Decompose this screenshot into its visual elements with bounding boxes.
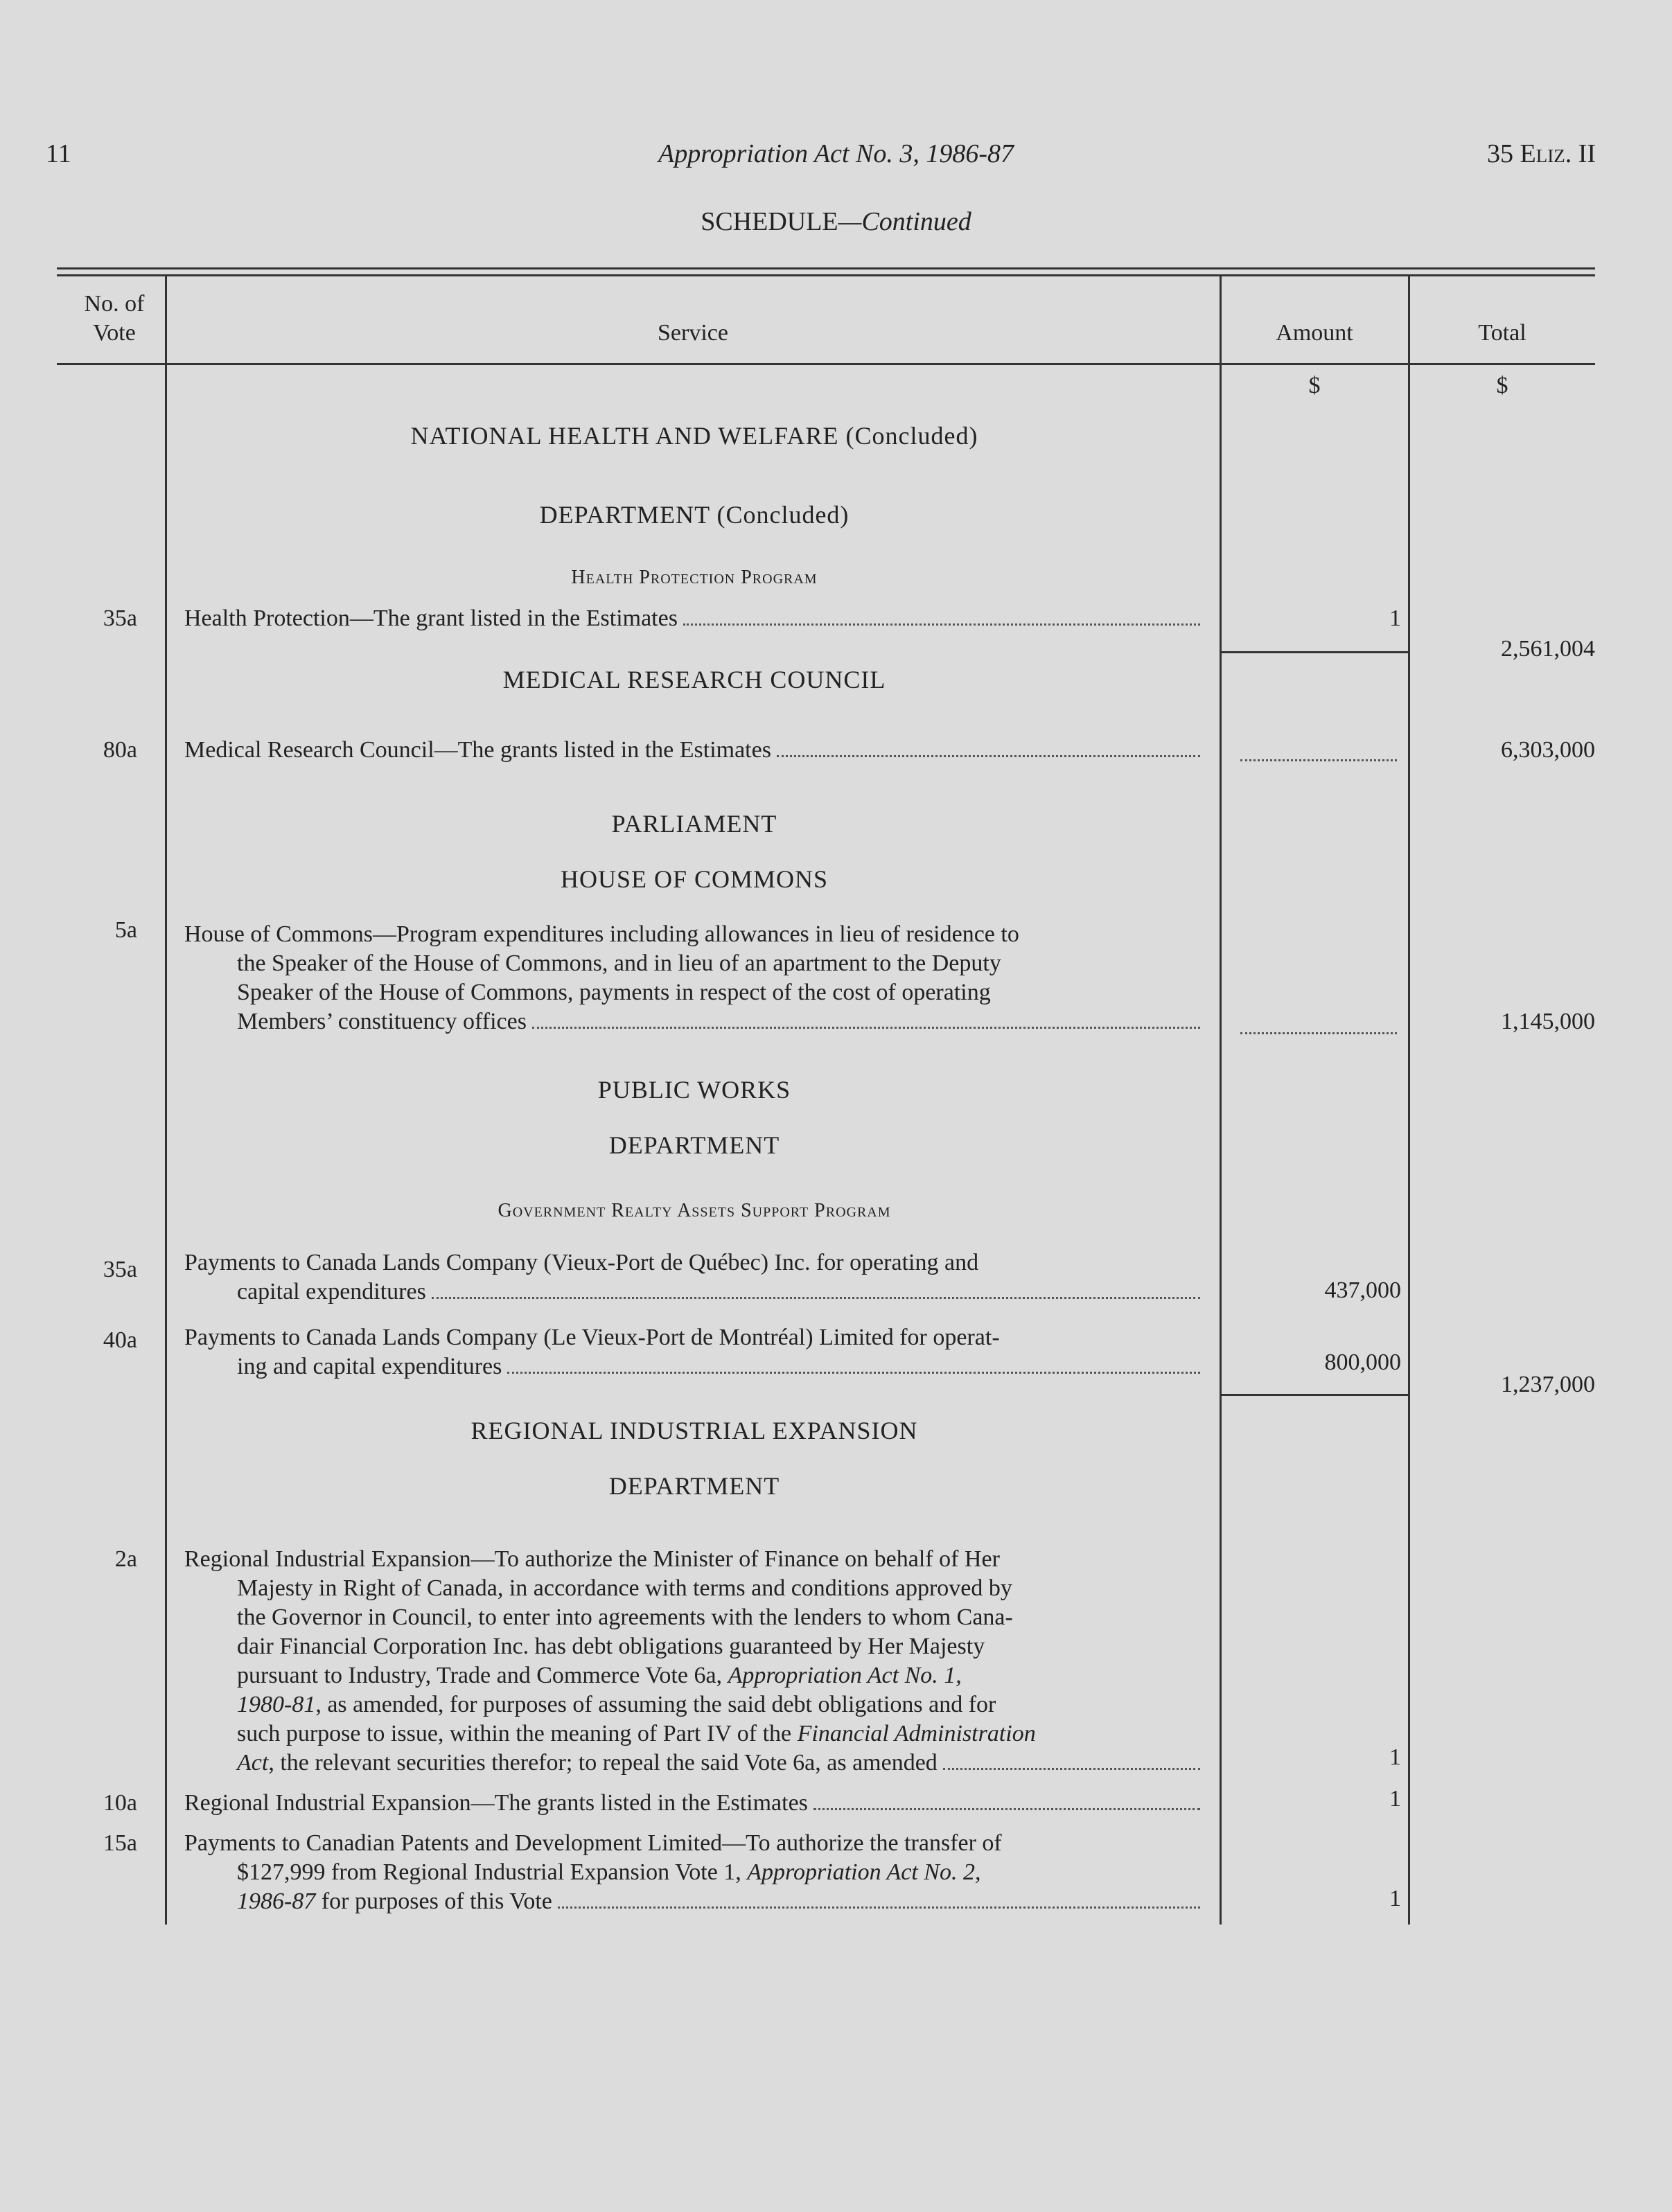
service-line bbox=[184, 1719, 1204, 1749]
amount-value: 800,000 bbox=[1324, 1350, 1401, 1375]
service-line: Payments to Canada Lands Company (Vieux-Port de Québec) Inc. for operating and bbox=[184, 1250, 979, 1275]
service-text: such purpose to issue, within the meaning of Part IV of the bbox=[237, 1721, 798, 1746]
vote-number: 80a bbox=[103, 737, 137, 763]
vote-number: 2a bbox=[114, 1546, 137, 1572]
service-line: Speaker of the House of Commons, payments in respect of the cost of operating bbox=[237, 980, 991, 1005]
service-item bbox=[184, 736, 1204, 765]
section-heading-hoc: HOUSE OF COMMONS bbox=[560, 865, 829, 893]
dot-leader bbox=[532, 1027, 1200, 1029]
vote-number: 10a bbox=[103, 1790, 137, 1816]
vote-number: 35a bbox=[103, 1257, 137, 1282]
dot-leader bbox=[813, 1808, 1200, 1810]
service-line: Payments to Canadian Patents and Development Limited—To authorize the transfer of bbox=[184, 1830, 1002, 1856]
amount-value: 1 bbox=[1389, 1744, 1401, 1770]
subtotal-rule-1 bbox=[1220, 651, 1409, 653]
table-top-rule-2 bbox=[57, 274, 1595, 276]
amount-dot-leader bbox=[1240, 1032, 1397, 1034]
section-heading-nhw-dept: DEPARTMENT (Concluded) bbox=[539, 501, 850, 529]
column-header-amount: Amount bbox=[1276, 320, 1353, 346]
regnal-year: 35 Eliz. II bbox=[1487, 139, 1596, 168]
total-unit: $ bbox=[1496, 373, 1508, 398]
amount-unit: $ bbox=[1308, 373, 1321, 398]
page-number: 11 bbox=[46, 139, 71, 168]
dot-leader bbox=[777, 755, 1200, 757]
service-line: ing and capital expenditures bbox=[237, 1354, 502, 1379]
section-heading-parliament: PARLIAMENT bbox=[611, 810, 777, 838]
service-line: Members’ constituency offices bbox=[237, 1009, 527, 1034]
column-rule-vote bbox=[165, 276, 167, 1925]
column-header-service: Service bbox=[658, 320, 728, 346]
program-heading-grasp: Government Realty Assets Support Program bbox=[498, 1200, 891, 1221]
section-heading-rie-dept: DEPARTMENT bbox=[608, 1472, 780, 1500]
dot-leader bbox=[558, 1906, 1200, 1909]
act-citation: 1980-81 bbox=[237, 1692, 316, 1717]
schedule-title-main: SCHEDULE bbox=[701, 207, 838, 236]
amount-value: 1 bbox=[1389, 1786, 1401, 1812]
amount-value: 1 bbox=[1389, 605, 1401, 631]
service-line: Regional Industrial Expansion—To authorize the Minister of Finance on behalf of Her bbox=[184, 1546, 1000, 1572]
service-line: Payments to Canada Lands Company (Le Vieux-Port de Montréal) Limited for operat- bbox=[184, 1325, 1000, 1350]
amount-dot-leader bbox=[1240, 759, 1397, 761]
act-citation: 1986-87 bbox=[237, 1888, 316, 1914]
act-citation: Act bbox=[237, 1750, 269, 1776]
act-citation: Financial Administration bbox=[797, 1721, 1036, 1746]
subtotal-rule-2 bbox=[1220, 1394, 1409, 1396]
amount-value: 437,000 bbox=[1324, 1277, 1401, 1303]
service-item bbox=[184, 1323, 1204, 1381]
act-citation: Appropriation Act No. 1, bbox=[728, 1663, 962, 1688]
column-header-total: Total bbox=[1478, 320, 1526, 346]
dot-leader bbox=[507, 1372, 1200, 1374]
service-line bbox=[184, 1661, 1204, 1690]
service-item bbox=[184, 1545, 1204, 1778]
service-item bbox=[184, 604, 1204, 633]
total-value: 2,561,004 bbox=[1501, 636, 1595, 662]
service-line bbox=[237, 1887, 552, 1916]
section-heading-mrc: MEDICAL RESEARCH COUNCIL bbox=[502, 666, 886, 693]
schedule-title bbox=[0, 206, 1672, 237]
dot-leader bbox=[432, 1297, 1200, 1299]
section-heading-nhw: NATIONAL HEALTH AND WELFARE (Concluded) bbox=[410, 422, 978, 450]
total-value: 1,237,000 bbox=[1501, 1372, 1595, 1397]
service-line: House of Commons—Program expenditures including allowances in lieu of residence to bbox=[184, 921, 1019, 947]
section-heading-pw-dept: DEPARTMENT bbox=[608, 1131, 780, 1159]
service-line bbox=[237, 1749, 938, 1778]
vote-number: 5a bbox=[114, 917, 137, 943]
vote-number: 35a bbox=[103, 605, 137, 631]
service-item bbox=[184, 1789, 1204, 1818]
service-text: $127,999 from Regional Industrial Expansion Vote 1, bbox=[237, 1859, 748, 1885]
service-item bbox=[184, 920, 1204, 1036]
service-text: for purposes of this Vote bbox=[315, 1888, 552, 1914]
total-value: 1,145,000 bbox=[1501, 1009, 1595, 1034]
service-line: dair Financial Corporation Inc. has debt obligations guaranteed by Her Majesty bbox=[237, 1634, 985, 1659]
service-text: , as amended, for purposes of assuming the said debt obligations and for bbox=[315, 1692, 996, 1717]
vote-number: 15a bbox=[103, 1830, 137, 1856]
column-rule-amount bbox=[1408, 276, 1410, 1925]
service-text: , the relevant securities therefor; to repeal the said Vote 6a, as amended bbox=[268, 1750, 938, 1776]
service-item bbox=[184, 1829, 1204, 1916]
table-header-rule bbox=[57, 363, 1595, 365]
service-item bbox=[184, 1248, 1204, 1307]
document-title: Appropriation Act No. 3, 1986-87 bbox=[658, 139, 1014, 168]
dot-leader bbox=[943, 1768, 1200, 1770]
service-line bbox=[184, 1858, 1204, 1887]
service-line: Majesty in Right of Canada, in accordance with terms and conditions approved by bbox=[237, 1575, 1012, 1601]
dot-leader bbox=[683, 623, 1200, 626]
service-line: the Governor in Council, to enter into agreements with the lenders to whom Cana- bbox=[237, 1604, 1013, 1630]
service-line: capital expenditures bbox=[237, 1279, 426, 1304]
service-text: Health Protection—The grant listed in the Estimates bbox=[184, 605, 678, 631]
section-heading-pw: PUBLIC WORKS bbox=[597, 1076, 791, 1104]
service-line bbox=[184, 1690, 1204, 1719]
program-heading-hpp: Health Protection Program bbox=[571, 567, 818, 588]
table-top-rule bbox=[57, 267, 1595, 269]
service-line: the Speaker of the House of Commons, and in lieu of an apartment to the Deputy bbox=[237, 950, 1001, 976]
section-heading-rie: REGIONAL INDUSTRIAL EXPANSION bbox=[470, 1417, 918, 1444]
vote-number: 40a bbox=[103, 1327, 137, 1353]
total-value: 6,303,000 bbox=[1501, 737, 1595, 763]
column-header-vote: No. of Vote bbox=[84, 291, 145, 346]
schedule-title-suffix: —Continued bbox=[838, 207, 971, 236]
amount-value: 1 bbox=[1389, 1886, 1401, 1911]
service-text: Medical Research Council—The grants listed in the Estimates bbox=[184, 737, 771, 763]
act-citation: Appropriation Act No. 2, bbox=[747, 1859, 981, 1885]
service-text: pursuant to Industry, Trade and Commerce Vote 6a, bbox=[237, 1663, 728, 1688]
service-text: Regional Industrial Expansion—The grants listed in the Estimates bbox=[184, 1790, 808, 1816]
column-rule-service bbox=[1220, 276, 1222, 1925]
